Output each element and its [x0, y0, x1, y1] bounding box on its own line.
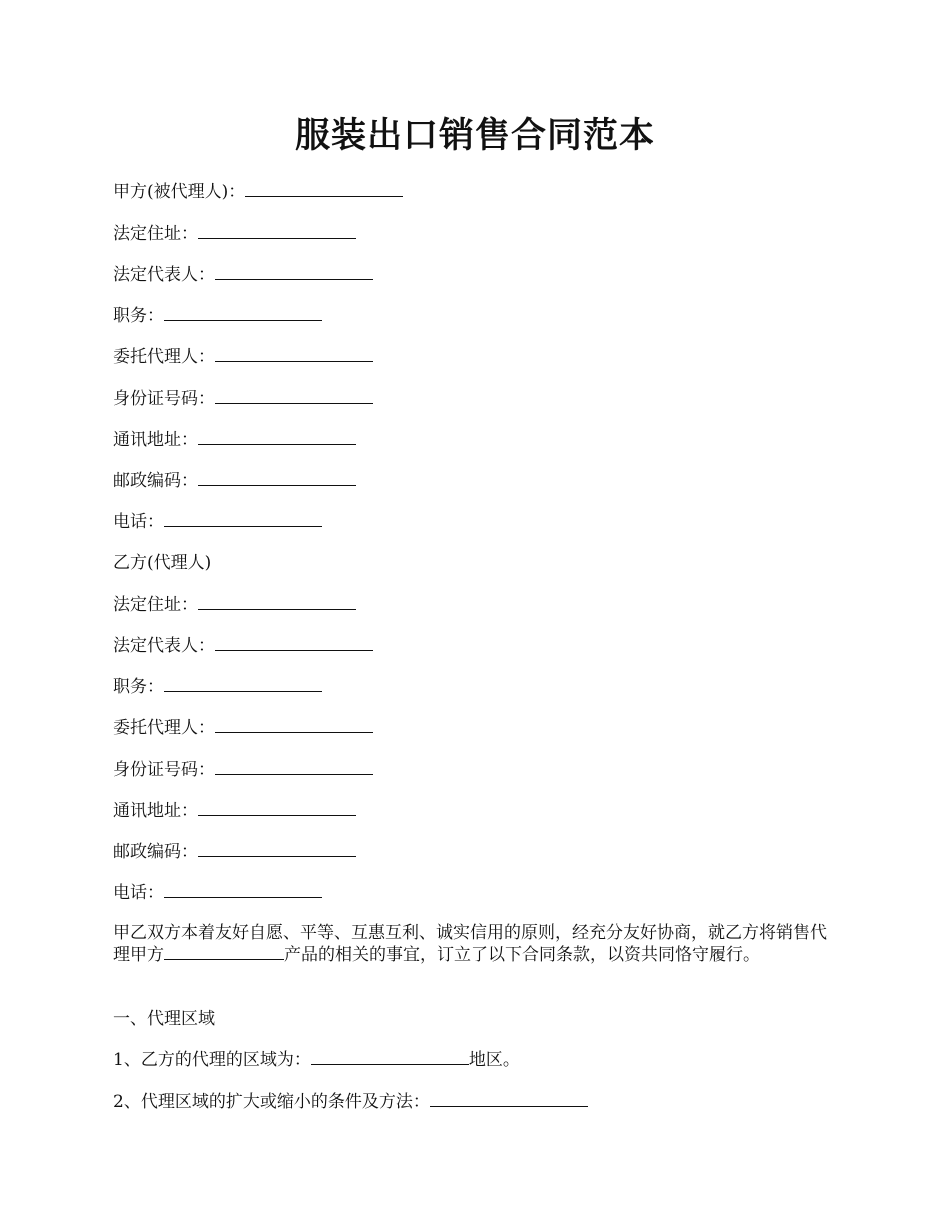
section-1-heading: 一、代理区域: [113, 1009, 215, 1029]
party-a-agent-line: [113, 345, 373, 369]
party-b-agent-blank[interactable]: [215, 716, 373, 733]
party-a-address-blank[interactable]: [198, 222, 356, 239]
item-1-suffix: 地区。: [468, 1050, 520, 1070]
party-a-agent-blank[interactable]: [215, 345, 373, 362]
field-label: 法定住址：: [113, 224, 198, 244]
item-1-prefix: 1、乙方的代理的区域为：: [113, 1050, 311, 1070]
field-label: 电话：: [113, 883, 164, 903]
party-b-phone-line: [113, 881, 322, 905]
party-a-address-line: [113, 222, 356, 246]
field-label: 通讯地址：: [113, 801, 198, 821]
field-label: 电话：: [113, 512, 164, 532]
item-2-label: 2、代理区域的扩大或缩小的条件及方法：: [113, 1092, 430, 1112]
field-label: 身份证号码：: [113, 389, 215, 409]
party-b-legal-rep-blank[interactable]: [215, 634, 373, 651]
party-b-phone-blank[interactable]: [164, 881, 322, 898]
party-b-postcode-blank[interactable]: [198, 840, 356, 857]
field-label: 通讯地址：: [113, 430, 198, 450]
party-a-id-blank[interactable]: [215, 387, 373, 404]
intro-text-part1: 甲乙双方本着友好自愿、平等、互惠互利、诚实信用的原则，经充分友好协商，就乙方将销售代理甲方: [113, 923, 827, 965]
party-b-address-blank[interactable]: [198, 593, 356, 610]
party-a-id-line: [113, 387, 373, 411]
party-a-position-line: [113, 304, 322, 328]
party-b-address-line: [113, 593, 356, 617]
field-label: 委托代理人：: [113, 347, 215, 367]
party-a-mail-address-line: [113, 428, 356, 452]
party-b-agent-line: [113, 716, 373, 740]
party-a-heading-line: [113, 180, 403, 204]
party-b-mail-address-blank[interactable]: [198, 799, 356, 816]
field-label: 法定住址：: [113, 595, 198, 615]
intro-text-part2: 产品的相关的事宜，订立了以下合同条款，以资共同恪守履行。: [284, 945, 760, 965]
party-a-position-blank[interactable]: [164, 304, 322, 321]
party-b-postcode-line: [113, 840, 356, 864]
party-b-mail-address-line: [113, 799, 356, 823]
party-a-phone-blank[interactable]: [164, 510, 322, 527]
field-label: 邮政编码：: [113, 471, 198, 491]
document-title: 服装出口销售合同范本: [294, 115, 655, 156]
field-label: 职务：: [113, 677, 164, 697]
party-b-legal-rep-line: [113, 634, 373, 658]
field-label: 委托代理人：: [113, 718, 215, 738]
section-1-item-1: [113, 1048, 520, 1072]
party-a-name-blank[interactable]: [245, 180, 403, 197]
region-blank[interactable]: [311, 1048, 469, 1065]
party-b-id-line: [113, 758, 373, 782]
party-a-legal-rep-blank[interactable]: [215, 263, 373, 280]
field-label: 职务：: [113, 306, 164, 326]
field-label: 邮政编码：: [113, 842, 198, 862]
section-1-item-2: [113, 1090, 588, 1114]
party-b-position-line: [113, 675, 322, 699]
party-a-heading: 甲方(被代理人)：: [113, 182, 246, 202]
party-a-mail-address-blank[interactable]: [198, 428, 356, 445]
party-a-legal-rep-line: [113, 263, 373, 287]
field-label: 法定代表人：: [113, 636, 215, 656]
party-b-heading: 乙方(代理人): [113, 553, 212, 573]
party-a-phone-line: [113, 510, 322, 534]
intro-paragraph: [113, 922, 841, 966]
party-b-id-blank[interactable]: [215, 758, 373, 775]
product-name-blank[interactable]: [164, 944, 284, 960]
field-label: 身份证号码：: [113, 760, 215, 780]
party-a-postcode-line: [113, 469, 356, 493]
field-label: 法定代表人：: [113, 265, 215, 285]
party-b-position-blank[interactable]: [164, 675, 322, 692]
region-change-blank[interactable]: [430, 1090, 588, 1107]
party-a-postcode-blank[interactable]: [198, 469, 356, 486]
